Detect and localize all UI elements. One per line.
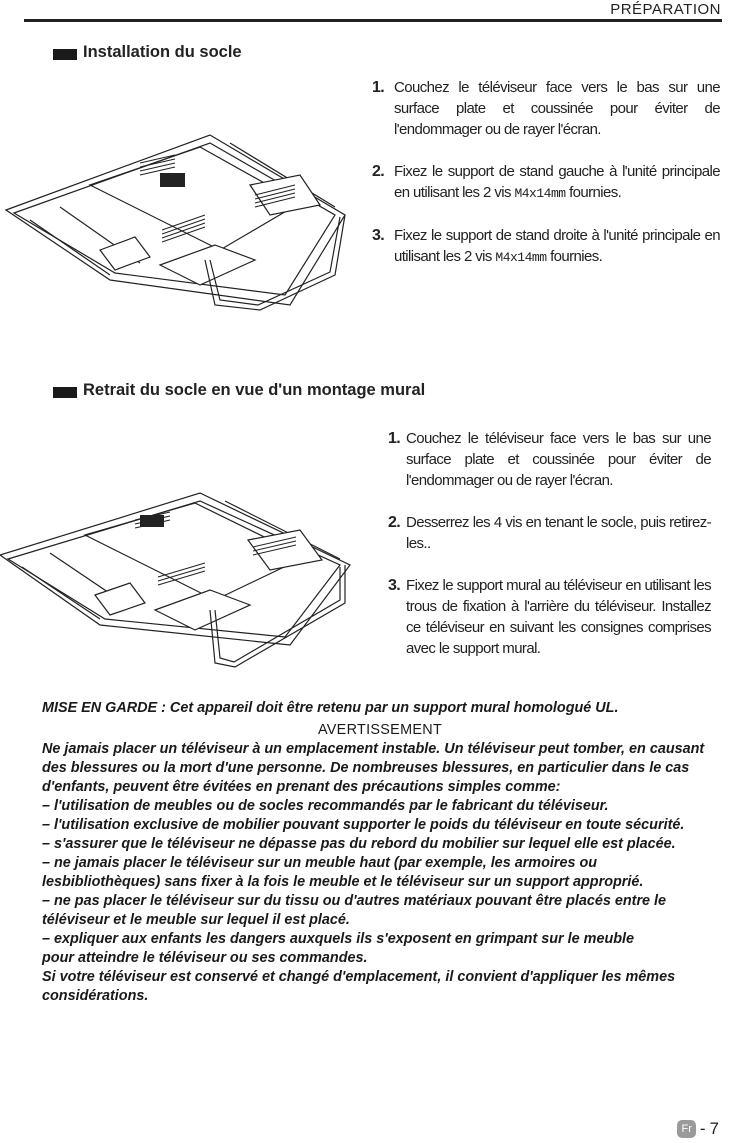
step-text-part: fournies. <box>546 248 603 265</box>
step-number: 1. <box>388 430 401 447</box>
tv-stand-install-illustration <box>0 115 360 320</box>
warning-title: AVERTISSEMENT <box>317 722 443 738</box>
screw-size: M4x14mm <box>495 250 547 265</box>
step-text-part: fournies. <box>565 184 622 201</box>
warning-closing: Si votre téléviseur est conservé et changé d'emplacement, il convient d'appliquer les mêmes considérations. <box>42 969 676 1004</box>
step-text: Fixez le support mural au téléviseur en utilisant les trous de fixation à l'arrière du téléviseur. Installez ce téléviseur en suivant les consignes comprises avec le support mural. <box>406 577 711 657</box>
step-text: Desserrez les 4 vis en tenant le socle, puis retirez-les.. <box>406 514 711 552</box>
tv-stand-removal-illustration <box>0 485 360 675</box>
wall-mount-steps <box>388 428 711 680</box>
caution-text: MISE EN GARDE : Cet appareil doit être retenu par un support mural homologué UL. <box>42 700 619 716</box>
warning-item: – s'assurer que le téléviseur ne dépasse pas du rebord du mobilier sur lequel elle est placée. <box>42 836 676 852</box>
warning-item: – expliquer aux enfants les dangers auxquels ils s'exposent en grimpant sur le meuble <box>42 931 635 947</box>
warning-item: – l'utilisation de meubles ou de socles recommandés par le fabricant du téléviseur. <box>42 798 609 814</box>
step-number: 2. <box>388 514 401 531</box>
stand-install-steps <box>372 77 720 289</box>
section-marker-bar <box>53 49 77 60</box>
step-number: 3. <box>372 227 385 244</box>
section-marker-bar <box>53 387 77 398</box>
warning-intro: Ne jamais placer un téléviseur à un emplacement instable. Un téléviseur peut tomber, en causant des blessures ou la mort d'une personne. De nombreuses blessures, en particulier dans le cas d'enfants, peuvent être évitées en prenant des précautions simples comme: <box>42 741 705 795</box>
warning-item: pour atteindre le téléviseur ou ses commandes. <box>42 950 368 966</box>
step-text: Couchez le téléviseur face vers le bas sur une surface plate et coussinée pour éviter de l'endommager ou de rayer l'écran. <box>406 430 711 489</box>
step-number: 3. <box>388 577 401 594</box>
header-rule <box>24 19 722 22</box>
section-title-wall-mount: Retrait du socle en vue d'un montage mural <box>83 381 426 399</box>
step-text <box>394 225 720 268</box>
warning-item: – ne jamais placer le téléviseur sur un meuble haut (par exemple, les armoires ou lesbibliothèques) sans fixer à la fois le meuble et le téléviseur sur un support approprié. <box>42 855 644 890</box>
step-item <box>388 575 711 659</box>
step-number: 2. <box>372 163 385 180</box>
section-title-stand-install: Installation du socle <box>83 43 242 61</box>
language-badge: Fr <box>677 1120 695 1138</box>
step-item <box>388 512 711 554</box>
step-text-part: Fixez le support de stand droite à l'unité principale en utilisant les 2 vis <box>394 227 720 265</box>
page-header-title: PRÉPARATION <box>610 1 721 18</box>
warning-item: – l'utilisation exclusive de mobilier pouvant supporter le poids du téléviseur en toute sécurité. <box>42 817 685 833</box>
page-number: 7 <box>709 1119 719 1138</box>
step-item <box>372 225 720 268</box>
safety-warning <box>42 699 718 1006</box>
step-text <box>394 161 720 204</box>
step-text: Couchez le téléviseur face vers le bas sur une surface plate et coussinée pour éviter de l'endommager ou de rayer l'écran. <box>394 79 720 138</box>
page-dash: - <box>699 1119 706 1138</box>
step-number: 1. <box>372 79 385 96</box>
step-item <box>372 161 720 204</box>
step-text-part: Fixez le support de stand gauche à l'unité principale en utilisant les 2 vis <box>394 163 720 201</box>
step-item <box>372 77 720 140</box>
screw-size: M4x14mm <box>514 186 566 201</box>
page-footer <box>677 1119 719 1139</box>
warning-item: – ne pas placer le téléviseur sur du tissu ou d'autres matériaux pouvant être placés entre le téléviseur et le meuble sur lequel il est placé. <box>42 893 667 928</box>
step-item <box>388 428 711 491</box>
